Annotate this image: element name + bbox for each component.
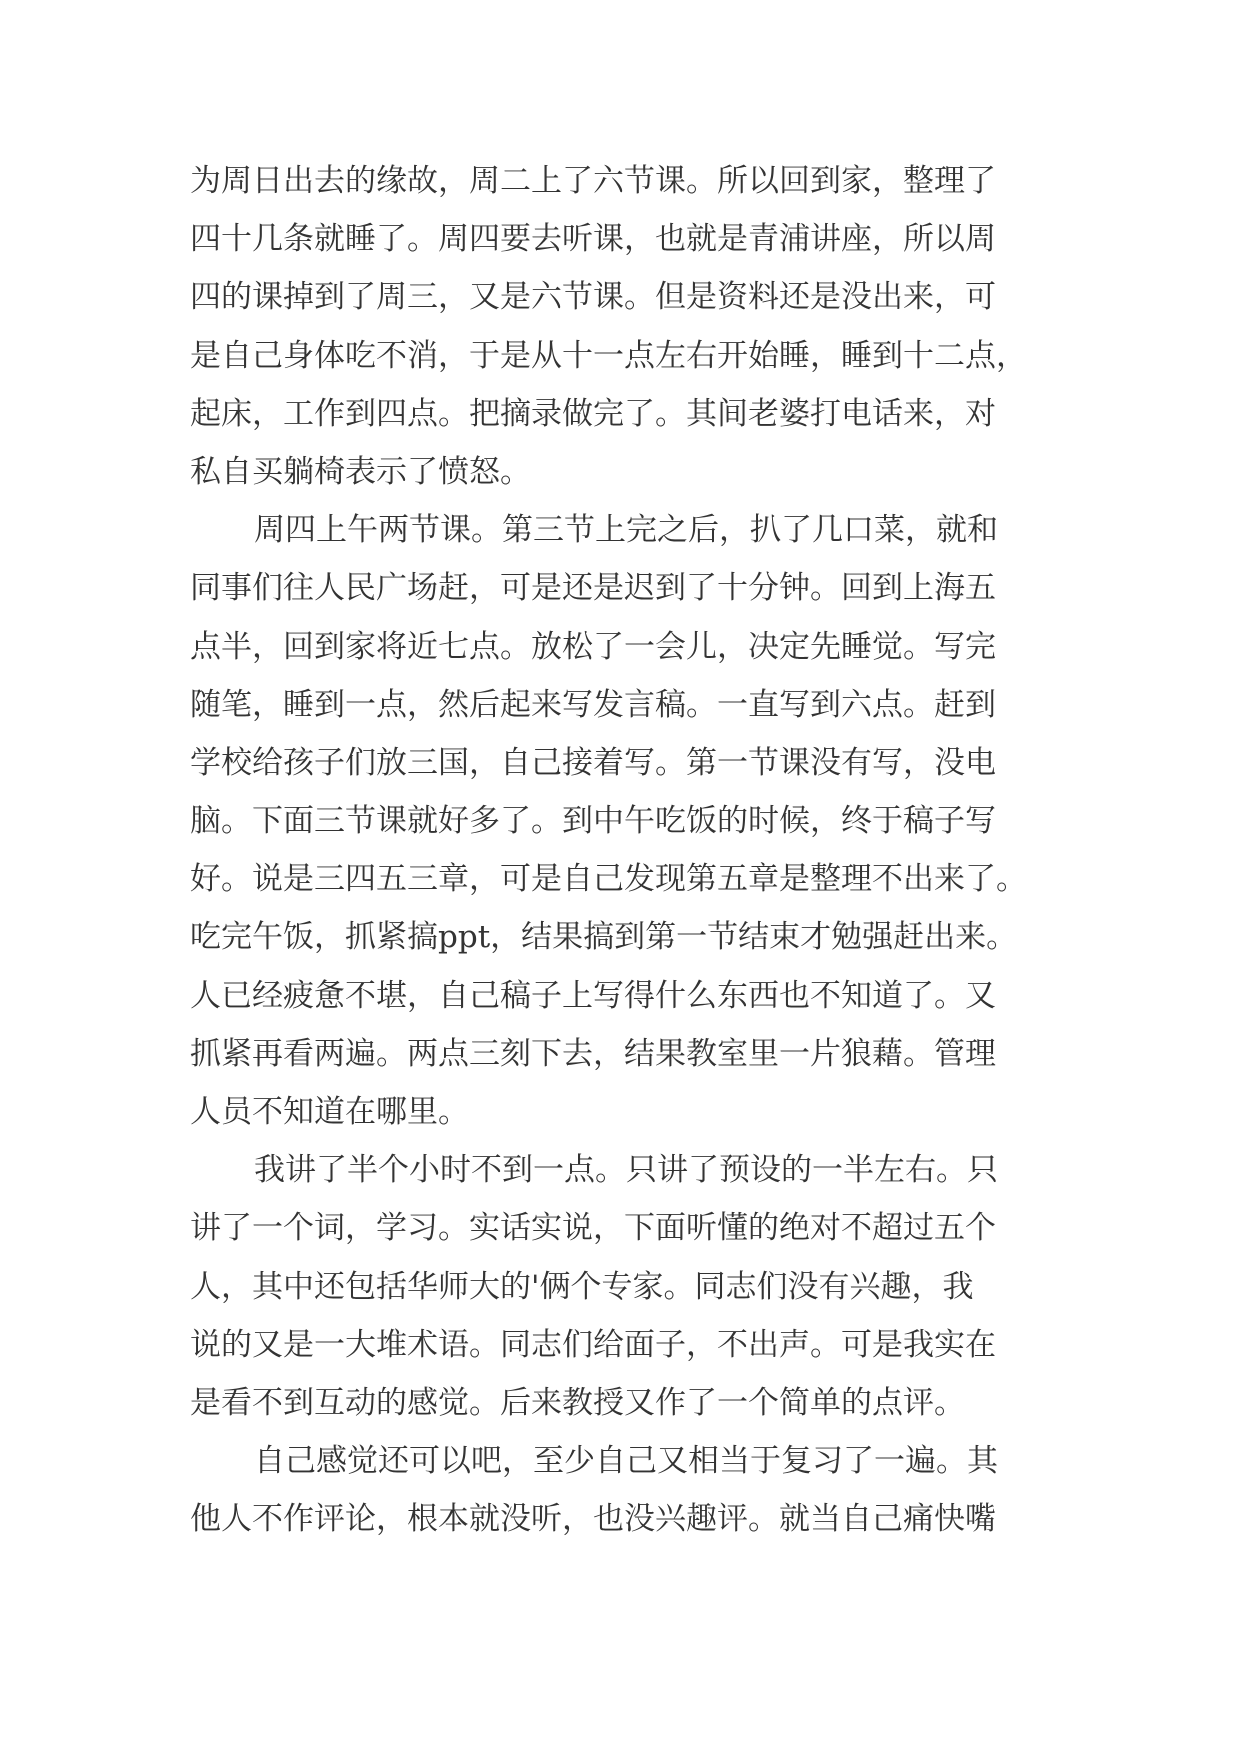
text-line: 讲了一个词，学习。实话实说，下面听懂的绝对不超过五个 — [190, 1210, 996, 1247]
text-line: 人已经疲惫不堪，自己稿子上写得什么东西也不知道了。又 — [190, 977, 996, 1014]
text-line: 点半，回到家将近七点。放松了一会儿，决定先睡觉。写完 — [190, 628, 996, 665]
text-line: 四的课掉到了周三，又是六节课。但是资料还是没出来，可 — [190, 279, 996, 316]
text-line: 他人不作评论，根本就没听，也没兴趣评。就当自己痛快嘴 — [190, 1501, 996, 1538]
text-line: 四十几条就睡了。周四要去听课，也就是青浦讲座，所以周 — [190, 221, 996, 258]
text-line: 好。说是三四五三章，可是自己发现第五章是整理不出来了。 — [190, 861, 1027, 898]
text-line: 抓紧再看两遍。两点三刻下去，结果教室里一片狼藉。管理 — [190, 1035, 996, 1072]
text-line: 脑。下面三节课就好多了。到中午吃饭的时候，终于稿子写 — [190, 803, 996, 840]
paragraph-start-line: 周四上午两节课。第三节上完之后，扒了几口菜，就和 — [254, 512, 998, 549]
paragraph-start-line: 自己感觉还可以吧，至少自己又相当于复习了一遍。其 — [254, 1443, 998, 1480]
text-line: 是看不到互动的感觉。后来教授又作了一个简单的点评。 — [190, 1384, 965, 1421]
text-line: 人员不知道在哪里。 — [190, 1094, 469, 1130]
text-line: 为周日出去的缘故，周二上了六节课。所以回到家，整理了 — [190, 163, 996, 199]
text-line: 吃完午饭，抓紧搞ppt，结果搞到第一节结束才勉强赶出来。 — [190, 919, 1018, 956]
text-line: 说的又是一大堆术语。同志们给面子，不出声。可是我实在 — [190, 1326, 996, 1363]
text-line: 同事们往人民广场赶，可是还是迟到了十分钟。回到上海五 — [190, 570, 996, 607]
text-line: 随笔，睡到一点，然后起来写发言稿。一直写到六点。赶到 — [190, 686, 996, 723]
text-line: 起床，工作到四点。把摘录做完了。其间老婆打电话来，对 — [190, 395, 996, 432]
text-line: 是自己身体吃不消，于是从十一点左右开始睡，睡到十二点， — [190, 337, 1027, 374]
text-line: 私自买躺椅表示了愤怒。 — [190, 453, 531, 490]
body-text — [190, 152, 1070, 1549]
text-line: 人，其中还包括华师大的'俩个专家。同志们没有兴趣，我 — [190, 1268, 974, 1305]
paragraph-start-line: 我讲了半个小时不到一点。只讲了预设的一半左右。只 — [254, 1152, 998, 1189]
text-line: 学校给孩子们放三国，自己接着写。第一节课没有写，没电 — [190, 744, 996, 781]
